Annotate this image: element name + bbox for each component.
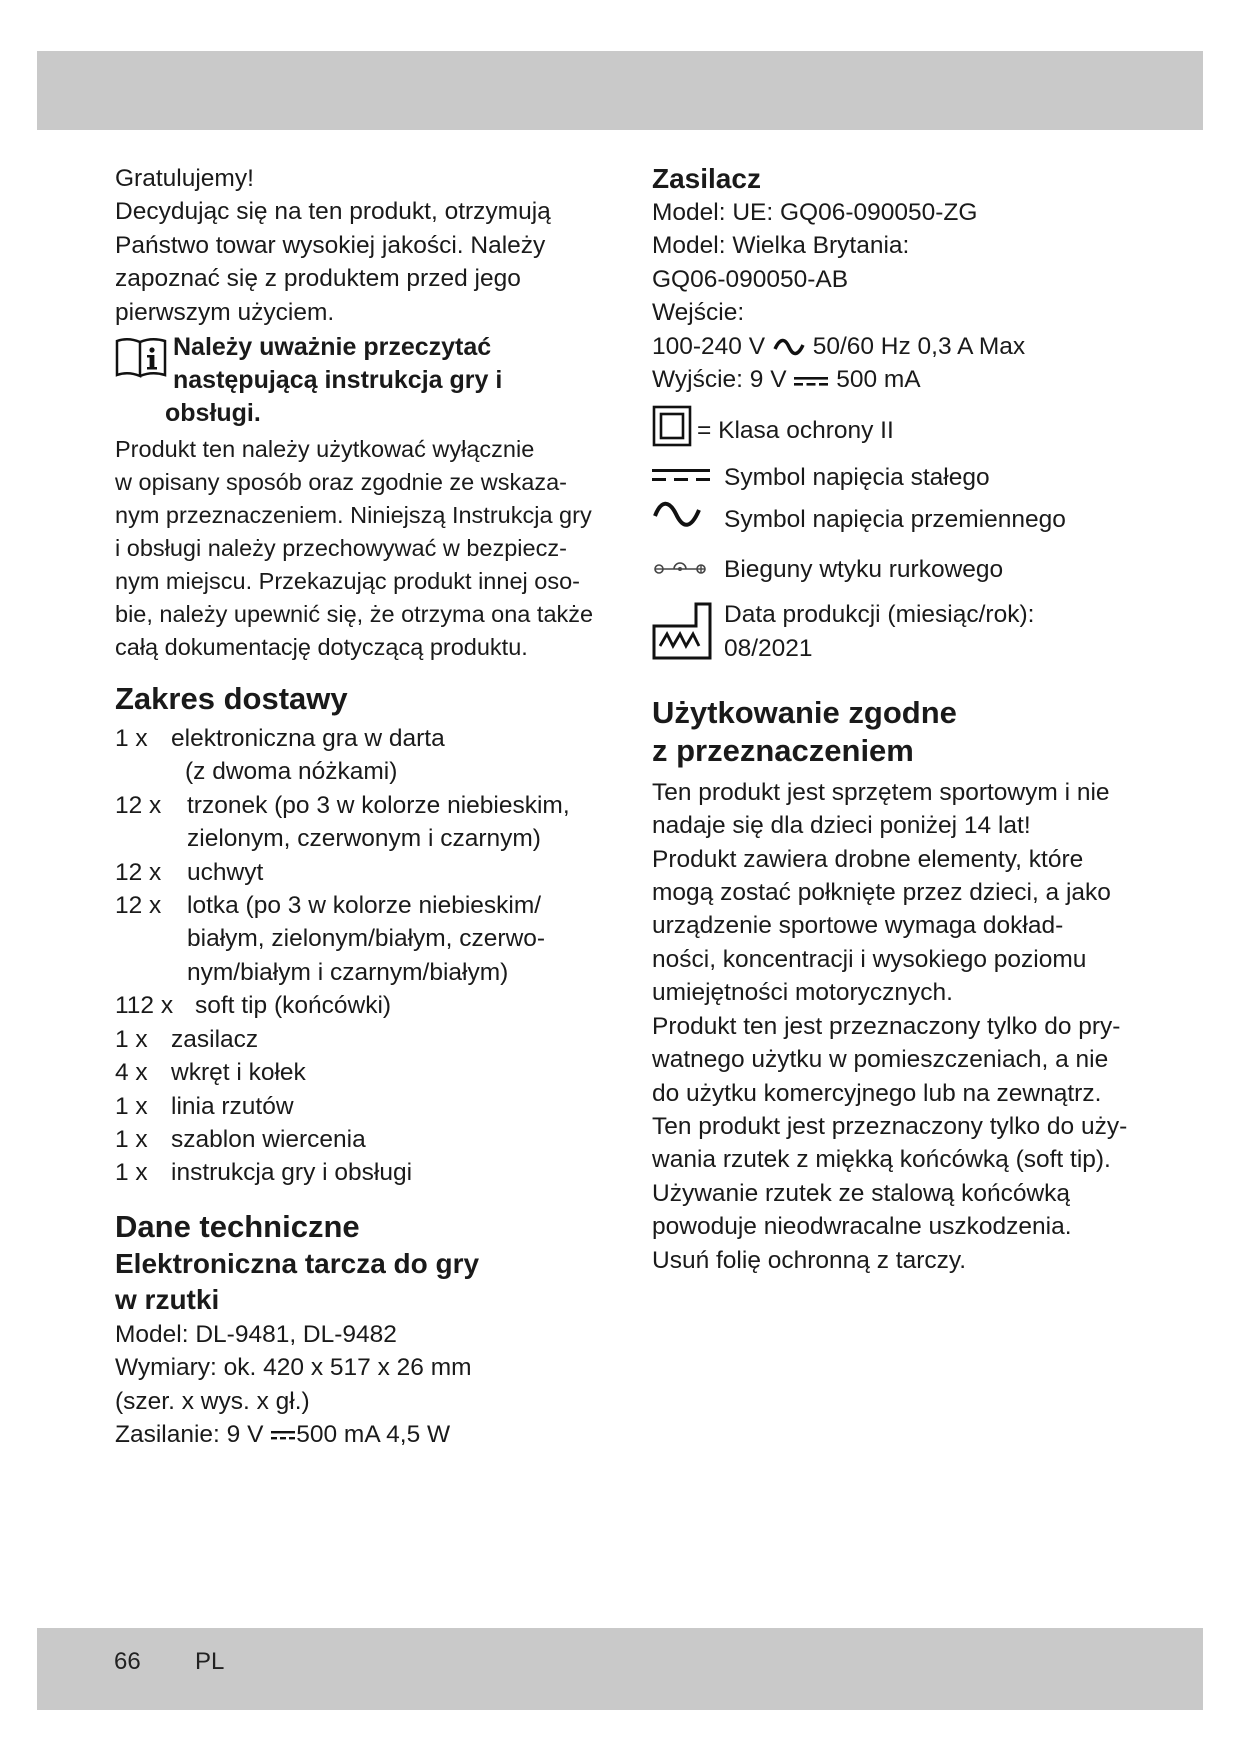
symbol-row bbox=[652, 548, 1152, 590]
protection-class-ii-icon bbox=[652, 405, 697, 456]
power-voltage: Zasilanie: 9 V bbox=[115, 1420, 264, 1448]
item-text: (z dwoma nóżkami) bbox=[185, 758, 398, 786]
usage-line: nym przeznaczeniem. Niniejszą Instrukcja gry bbox=[115, 502, 592, 529]
usage-line: nym miejscu. Przekazując produkt innej oso- bbox=[115, 568, 580, 595]
item-qty: 1 x bbox=[115, 1025, 148, 1053]
list-item bbox=[115, 1090, 605, 1123]
intended-line: Produkt zawiera drobne elementy, które bbox=[652, 845, 1084, 873]
intro-line: zapoznać się z produktem przed jego bbox=[115, 265, 521, 293]
usage-paragraph bbox=[115, 433, 605, 664]
item-qty: 12 x bbox=[115, 858, 162, 886]
intended-line: do użytku komercyjnego lub na zewnątrz. bbox=[652, 1079, 1102, 1107]
delivery-heading: Zakres dostawy bbox=[115, 681, 348, 717]
psu-heading: Zasilacz bbox=[652, 163, 761, 194]
item-text: nym/białym i czarnym/białym) bbox=[187, 958, 509, 986]
header-band bbox=[37, 51, 1203, 130]
intended-paragraph bbox=[652, 776, 1152, 1277]
symbol-row bbox=[652, 408, 1152, 452]
tech-dimensions: Wymiary: ok. 420 x 517 x 26 mm bbox=[115, 1354, 472, 1382]
read-instructions-notice bbox=[115, 331, 605, 430]
tech-subheading: Elektroniczna tarcza do gry bbox=[115, 1247, 480, 1279]
list-item bbox=[115, 1023, 605, 1056]
input-spec: 50/60 Hz 0,3 A Max bbox=[812, 332, 1026, 360]
intended-line: Ten produkt jest przeznaczony tylko do uży- bbox=[652, 1112, 1128, 1140]
list-item bbox=[115, 989, 605, 1022]
intended-line: nadaje się dla dzieci poniżej 14 lat! bbox=[652, 812, 1031, 840]
psu-input bbox=[652, 330, 1152, 363]
tech-model: Model: DL-9481, DL-9482 bbox=[115, 1320, 397, 1348]
psu-output bbox=[652, 363, 1152, 396]
intro-line: Państwo towar wysokiej jakości. Należy bbox=[115, 231, 546, 259]
alternating-current-icon bbox=[772, 337, 806, 357]
intended-line: mogą zostać połknięte przez dzieci, a jako bbox=[652, 879, 1111, 907]
list-item bbox=[115, 1123, 605, 1156]
output-current: 500 mA bbox=[836, 366, 921, 394]
item-text: trzonek (po 3 w kolorze niebieskim, bbox=[187, 791, 570, 819]
item-text: wkręt i kołek bbox=[171, 1059, 306, 1087]
item-text: soft tip (końcówki) bbox=[195, 992, 392, 1020]
tech-subheading: w rzutki bbox=[115, 1283, 220, 1315]
tech-dimensions-note: (szer. x wys. x gł.) bbox=[115, 1387, 310, 1415]
direct-current-icon bbox=[652, 461, 724, 494]
language-code: PL bbox=[195, 1648, 225, 1675]
item-text: instrukcja gry i obsługi bbox=[171, 1159, 413, 1187]
psu-line: Model: UE: GQ06-090050-ZG bbox=[652, 199, 978, 226]
direct-current-icon bbox=[793, 373, 829, 389]
symbol-text: Symbol napięcia przemiennego bbox=[724, 505, 1066, 533]
list-item bbox=[115, 856, 605, 889]
usage-line: i obsługi należy przechowywać w bezpiecz- bbox=[115, 535, 567, 562]
item-qty: 4 x bbox=[115, 1059, 148, 1087]
item-text: elektroniczna gra w darta bbox=[171, 725, 445, 753]
symbol-row bbox=[652, 498, 1152, 540]
item-qty: 1 x bbox=[115, 1125, 148, 1153]
tech-heading: Dane techniczne bbox=[115, 1208, 360, 1244]
usage-line: Produkt ten należy użytkować wyłącznie bbox=[115, 436, 535, 463]
power-current: 500 mA 4,5 W bbox=[296, 1420, 451, 1448]
intended-line: watnego użytku w pomieszczeniach, a nie bbox=[652, 1046, 1109, 1074]
intended-line: urządzenie sportowe wymaga dokład- bbox=[652, 912, 1064, 940]
item-text: linia rzutów bbox=[171, 1092, 294, 1120]
right-column bbox=[652, 162, 1152, 1277]
greeting: Gratulujemy! bbox=[115, 165, 254, 192]
list-item bbox=[115, 789, 605, 856]
notice-line: Należy uważnie przeczytać bbox=[173, 333, 492, 362]
intro-line: Decydując się na ten produkt, otrzymują bbox=[115, 198, 551, 226]
item-qty: 12 x bbox=[115, 791, 162, 819]
item-text: zasilacz bbox=[171, 1025, 259, 1053]
intended-line: ności, koncentracji i wysokiego poziomu bbox=[652, 945, 1087, 973]
symbol-text: = Klasa ochrony II bbox=[697, 416, 894, 444]
usage-line: bie, należy upewnić się, że otrzyma ona także bbox=[115, 601, 594, 628]
intro-line: pierwszym użyciem. bbox=[115, 298, 335, 326]
delivery-list bbox=[115, 722, 605, 1190]
psu-line: Model: Wielka Brytania: bbox=[652, 232, 910, 260]
symbol-text: Data produkcji (miesiąc/rok): bbox=[724, 601, 1035, 629]
list-item bbox=[115, 1156, 605, 1189]
page-number: 66 bbox=[114, 1648, 141, 1675]
item-qty: 1 x bbox=[115, 1159, 148, 1187]
item-qty: 1 x bbox=[115, 1092, 148, 1120]
intended-line: Ten produkt jest sprzętem sportowym i nie bbox=[652, 778, 1110, 806]
symbol-row bbox=[652, 456, 1152, 498]
list-item bbox=[115, 889, 605, 989]
manual-info-icon bbox=[114, 335, 168, 388]
item-text: białym, zielonym/białym, czerwo- bbox=[187, 925, 546, 953]
item-text: zielonym, czerwonym i czarnym) bbox=[187, 825, 541, 853]
list-item bbox=[115, 722, 605, 789]
input-voltage: 100-240 V bbox=[652, 332, 766, 360]
intended-line: Produkt ten jest przeznaczony tylko do pry- bbox=[652, 1012, 1121, 1040]
intended-line: wania rzutek z miękką końcówką (soft tip). bbox=[652, 1146, 1111, 1174]
usage-line: w opisany sposób oraz zgodnie ze wskaza- bbox=[115, 469, 567, 496]
intended-line: powoduje nieodwracalne uszkodzenia. bbox=[652, 1213, 1072, 1241]
symbol-text: Symbol napięcia stałego bbox=[724, 463, 990, 491]
psu-line: Wejście: bbox=[652, 299, 745, 327]
item-text: uchwyt bbox=[187, 858, 264, 886]
intended-heading: z przeznaczeniem bbox=[652, 732, 914, 768]
direct-current-icon bbox=[270, 1427, 296, 1443]
intended-line: umiejętności motorycznych. bbox=[652, 979, 953, 1007]
item-qty: 1 x bbox=[115, 725, 148, 753]
item-text: szablon wiercenia bbox=[171, 1125, 366, 1153]
output-voltage: Wyjście: 9 V bbox=[652, 366, 787, 394]
production-date-icon bbox=[652, 598, 724, 669]
item-qty: 12 x bbox=[115, 892, 162, 920]
list-item bbox=[115, 1056, 605, 1089]
symbol-text: Bieguny wtyku rurkowego bbox=[724, 555, 1004, 583]
plug-polarity-icon bbox=[652, 553, 724, 586]
production-date-value: 08/2021 bbox=[724, 634, 813, 662]
psu-line: GQ06-090050-AB bbox=[652, 265, 849, 293]
usage-line: całą dokumentację dotyczącą produktu. bbox=[115, 634, 528, 661]
symbol-row bbox=[652, 598, 1152, 669]
intended-line: Używanie rzutek ze stalową końcówką bbox=[652, 1179, 1071, 1207]
notice-line: obsługi. bbox=[165, 399, 261, 428]
alternating-current-icon bbox=[652, 500, 724, 539]
tech-power bbox=[115, 1418, 605, 1451]
intended-line: Usuń folię ochronną z tarczy. bbox=[652, 1246, 967, 1274]
notice-line: następującą instrukcja gry i bbox=[173, 366, 503, 395]
item-text: lotka (po 3 w kolorze niebieskim/ bbox=[187, 892, 542, 920]
intended-heading: Użytkowanie zgodne bbox=[652, 694, 957, 730]
left-column bbox=[115, 162, 605, 1451]
item-qty: 112 x bbox=[115, 992, 174, 1020]
